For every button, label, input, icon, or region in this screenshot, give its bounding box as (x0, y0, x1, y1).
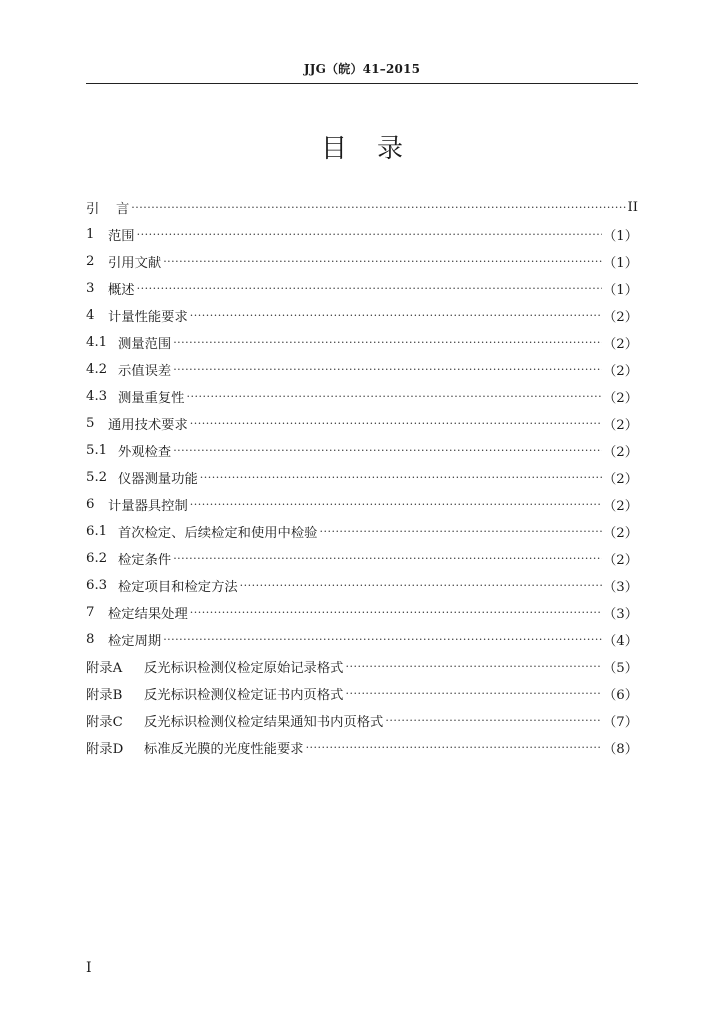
toc-leader-dots (173, 363, 602, 376)
toc-entry-number: 2 (86, 254, 95, 269)
toc-entry-page: （2） (602, 418, 638, 433)
toc-entry-number: 4.3 (86, 389, 108, 404)
toc-entry-page: （2） (602, 553, 638, 568)
toc-entry-label: 计量器具控制 (108, 499, 188, 514)
toc-entry-number: 4.1 (86, 335, 108, 350)
toc-leader-dots (173, 336, 602, 349)
table-of-contents (86, 194, 638, 761)
toc-entry-label: 范围 (108, 229, 135, 244)
toc-entry-page: （8） (602, 742, 638, 757)
toc-entry-label: 引用文献 (108, 256, 162, 271)
toc-entry[interactable] (86, 545, 638, 572)
header-rule (86, 83, 638, 84)
toc-entry-number: 6 (86, 497, 95, 512)
toc-entry-label: 计量性能要求 (108, 310, 188, 325)
toc-entry-page: （3） (602, 607, 638, 622)
toc-entry-page: （4） (602, 634, 638, 649)
toc-leader-dots (137, 282, 602, 295)
toc-entry[interactable] (86, 248, 638, 275)
toc-entry-page: （5） (602, 661, 638, 676)
toc-entry[interactable] (86, 275, 638, 302)
toc-entry-number: 5.1 (86, 443, 108, 458)
toc-leader-dots (137, 228, 602, 241)
toc-entry[interactable] (86, 491, 638, 518)
toc-entry-number: 6.1 (86, 524, 108, 539)
toc-entry-page: （2） (602, 337, 638, 352)
toc-leader-dots (173, 444, 602, 457)
toc-entry-label: 反光标识检测仪检定证书内页格式 (144, 688, 344, 703)
toc-leader-dots (190, 606, 602, 619)
toc-entry-page: II (627, 200, 638, 215)
toc-entry-label: 测量重复性 (118, 391, 185, 406)
toc-entry-number: 引 (86, 202, 100, 217)
toc-entry-label: 仪器测量功能 (118, 472, 198, 487)
toc-entry-number: 3 (86, 281, 95, 296)
toc-entry-label: 反光标识检测仪检定结果通知书内页格式 (144, 715, 384, 730)
toc-entry[interactable] (86, 194, 638, 221)
toc-entry-number: 附录D (86, 742, 124, 757)
toc-entry-page: （1） (602, 256, 638, 271)
toc-entry-label: 概述 (108, 283, 135, 298)
toc-entry-number: 5 (86, 416, 95, 431)
toc-entry-number: 附录C (86, 715, 123, 730)
page-title: 目录 (320, 134, 433, 164)
toc-leader-dots (190, 309, 602, 322)
toc-entry-number: 附录A (86, 661, 123, 676)
toc-entry-label: 首次检定、后续检定和使用中检验 (118, 526, 318, 541)
toc-entry[interactable] (86, 302, 638, 329)
toc-leader-dots (240, 579, 602, 592)
toc-entry-label: 测量范围 (118, 337, 172, 352)
toc-leader-dots (345, 687, 601, 700)
toc-entry-page: （2） (602, 310, 638, 325)
toc-entry-number: 7 (86, 605, 95, 620)
toc-entry[interactable] (86, 653, 638, 680)
toc-leader-dots (173, 552, 602, 565)
toc-entry-number: 附录B (86, 688, 123, 703)
toc-entry-page: （1） (602, 229, 638, 244)
toc-leader-dots (319, 525, 601, 538)
toc-entry-page: （2） (602, 472, 638, 487)
toc-entry-page: （7） (602, 715, 638, 730)
toc-leader-dots (190, 498, 602, 511)
toc-entry-label: 检定项目和检定方法 (118, 580, 238, 595)
toc-entry-number: 8 (86, 632, 95, 647)
toc-entry-page: （3） (602, 580, 638, 595)
toc-entry-number: 5.2 (86, 470, 108, 485)
toc-entry[interactable] (86, 572, 638, 599)
toc-leader-dots (306, 741, 602, 754)
toc-entry-label: 检定条件 (118, 553, 172, 568)
toc-entry-page: （1） (602, 283, 638, 298)
toc-entry[interactable] (86, 329, 638, 356)
toc-entry[interactable] (86, 383, 638, 410)
toc-entry-label: 检定周期 (108, 634, 162, 649)
toc-entry-number: 6.3 (86, 578, 108, 593)
toc-entry[interactable] (86, 518, 638, 545)
toc-entry[interactable] (86, 221, 638, 248)
document-code-header: JJG（皖）41–2015 (303, 62, 421, 76)
toc-entry[interactable] (86, 437, 638, 464)
toc-entry-page: （2） (602, 499, 638, 514)
toc-entry[interactable] (86, 356, 638, 383)
toc-entry-label: 言 (116, 202, 130, 217)
toc-entry-page: （2） (602, 526, 638, 541)
toc-entry-page: （2） (602, 391, 638, 406)
toc-entry-page: （6） (602, 688, 638, 703)
toc-entry[interactable] (86, 626, 638, 653)
toc-entry-label: 示值误差 (118, 364, 172, 379)
toc-entry-label: 反光标识检测仪检定原始记录格式 (144, 661, 344, 676)
toc-entry-label: 检定结果处理 (108, 607, 188, 622)
toc-entry-label: 标准反光膜的光度性能要求 (144, 742, 304, 757)
toc-entry[interactable] (86, 599, 638, 626)
toc-entry-number: 6.2 (86, 551, 108, 566)
toc-entry-number: 4 (86, 308, 95, 323)
toc-entry-label: 外观检查 (118, 445, 172, 460)
toc-entry-label: 通用技术要求 (108, 418, 188, 433)
toc-entry-number: 1 (86, 227, 95, 242)
toc-leader-dots (131, 201, 626, 214)
toc-leader-dots (345, 660, 601, 673)
toc-leader-dots (163, 633, 602, 646)
toc-entry-number: 4.2 (86, 362, 108, 377)
toc-leader-dots (186, 390, 601, 403)
toc-entry-page: （2） (602, 364, 638, 379)
toc-entry-page: （2） (602, 445, 638, 460)
toc-entry[interactable] (86, 410, 638, 437)
toc-leader-dots (190, 417, 602, 430)
toc-entry[interactable] (86, 464, 638, 491)
toc-leader-dots (163, 255, 602, 268)
toc-leader-dots (200, 471, 602, 484)
page-number: I (86, 960, 92, 976)
toc-entry[interactable] (86, 734, 638, 761)
toc-entry[interactable] (86, 707, 638, 734)
toc-leader-dots (385, 714, 602, 727)
toc-entry[interactable] (86, 680, 638, 707)
